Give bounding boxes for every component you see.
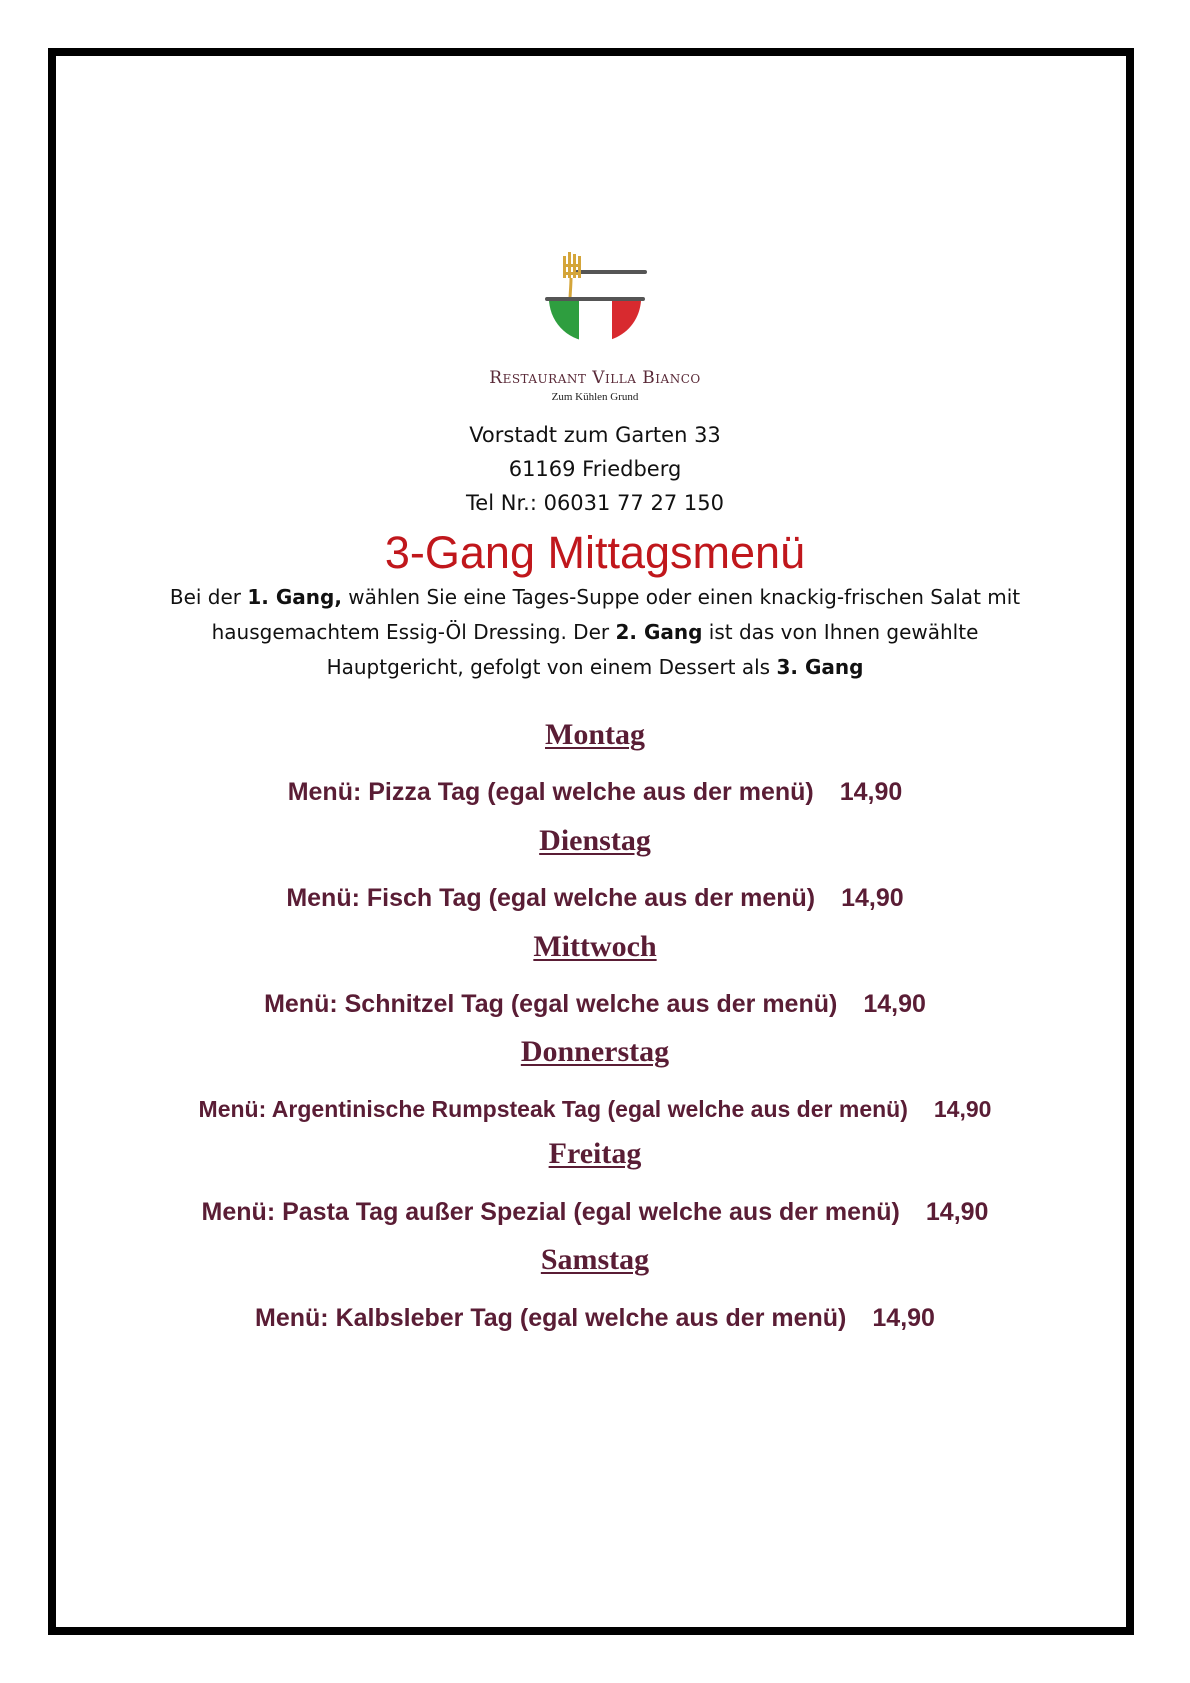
day-heading-dienstag: Dienstag — [539, 824, 651, 857]
day-heading-freitag: Freitag — [548, 1137, 642, 1170]
intro-bold-2: 2. Gang — [615, 620, 703, 644]
page-title: 3-Gang Mittagsmenü — [384, 527, 806, 578]
restaurant-name: Restaurant Villa Bianco — [489, 368, 701, 388]
intro-text-3: ist das von Ihnen gewählte Hauptgericht, gefolgt von einem Dessert als — [326, 620, 979, 679]
menu-price: 14,90 — [841, 884, 904, 912]
menu-item-dienstag — [0, 884, 1190, 913]
menu-price: 14,90 — [839, 778, 903, 806]
day-heading-mittwoch: Mittwoch — [533, 930, 657, 963]
menu-text: Menü: Pasta Tag außer Spezial (egal welche aus der menü) — [201, 1198, 900, 1226]
menu-text: Menü: Fisch Tag (egal welche aus der menü) — [286, 884, 816, 912]
menu-item-mittwoch — [0, 990, 1190, 1019]
restaurant-subtitle: Zum Kühlen Grund — [551, 391, 639, 403]
address-phone: Tel Nr.: 06031 77 27 150 — [466, 491, 724, 515]
pasta-bowl-fork-icon — [535, 250, 655, 360]
menu-item-samstag — [0, 1304, 1190, 1333]
menu-price: 14,90 — [925, 1198, 989, 1226]
day-heading-donnerstag: Donnerstag — [520, 1035, 670, 1068]
menu-item-donnerstag — [0, 1096, 1190, 1123]
intro-text-1: Bei der — [169, 585, 248, 609]
menu-price: 14,90 — [872, 1304, 935, 1332]
menu-item-montag — [0, 778, 1190, 807]
menu-price: 14,90 — [863, 990, 926, 1018]
menu-text: Menü: Pizza Tag (egal welche aus der menü) — [287, 778, 814, 806]
intro-text — [140, 580, 1050, 685]
address-street: Vorstadt zum Garten 33 — [469, 423, 721, 447]
restaurant-logo — [0, 250, 1190, 360]
intro-bold-1: 1. Gang, — [247, 585, 342, 609]
intro-text-2: wählen Sie eine Tages-Suppe oder einen knackig-frischen Salat mit hausgemachtem Essig-Öl Dressing. Der — [211, 585, 1021, 644]
address-block — [0, 418, 1190, 520]
menu-text: Menü: Argentinische Rumpsteak Tag (egal welche aus der menü) — [198, 1096, 908, 1122]
menu-text: Menü: Kalbsleber Tag (egal welche aus der menü) — [255, 1304, 847, 1332]
menu-item-freitag — [0, 1198, 1190, 1227]
menu-price: 14,90 — [933, 1096, 992, 1122]
menu-text: Menü: Schnitzel Tag (egal welche aus der menü) — [264, 990, 838, 1018]
address-city: 61169 Friedberg — [508, 457, 682, 481]
day-heading-montag: Montag — [545, 718, 645, 751]
intro-bold-3: 3. Gang — [776, 655, 864, 679]
day-heading-samstag: Samstag — [540, 1243, 650, 1276]
